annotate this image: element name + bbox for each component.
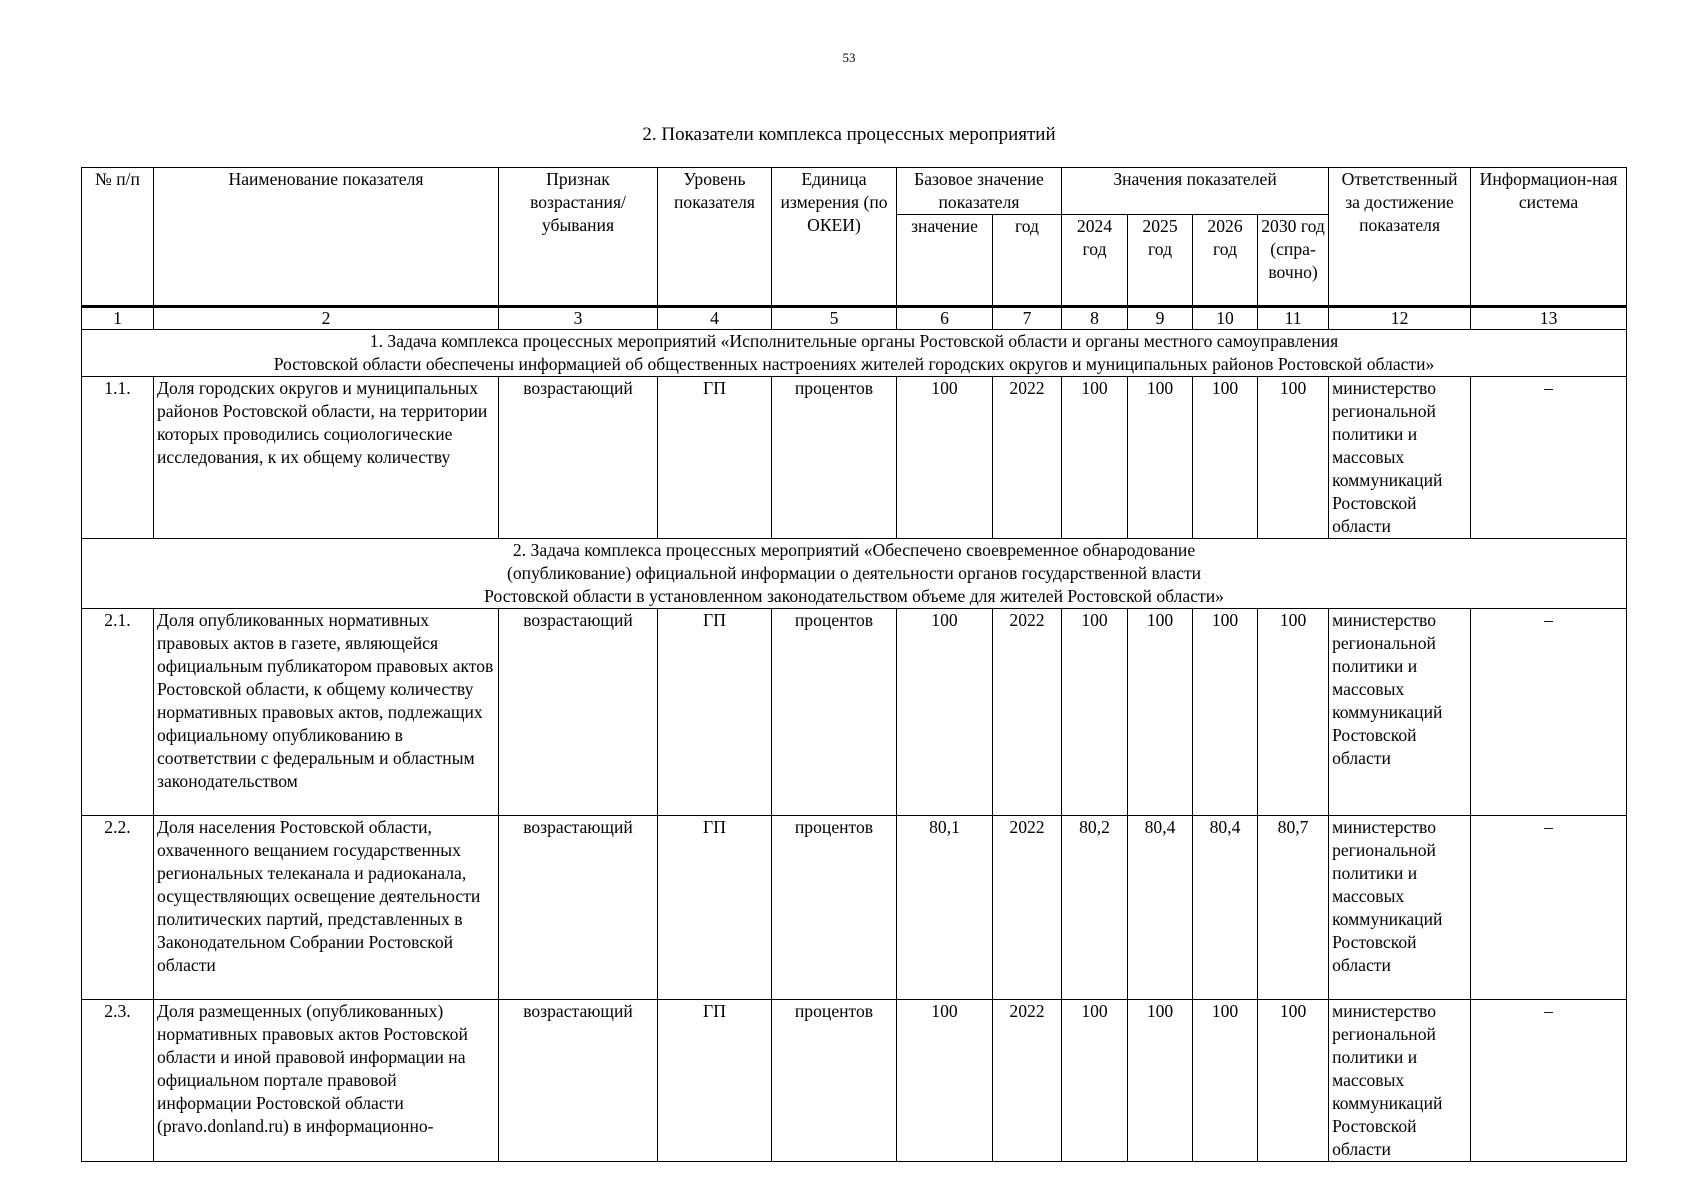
value-2024: 80,2 — [1062, 816, 1128, 1000]
indicator-sign: возрастающий — [499, 609, 658, 816]
base-value: 80,1 — [897, 816, 993, 1000]
colnum-11: 11 — [1258, 307, 1329, 330]
value-2024: 100 — [1062, 377, 1128, 539]
table-row — [82, 609, 1627, 816]
base-year: 2022 — [993, 1000, 1062, 1162]
info-system: – — [1471, 377, 1627, 539]
value-2025: 100 — [1128, 609, 1193, 816]
header-info: Информацион-ная система — [1471, 168, 1627, 307]
value-2025: 100 — [1128, 1000, 1193, 1162]
indicator-name: Доля опубликованных нормативных правовых актов в газете, являющейся официальным публикатором правовых актов Ростовской области, к общему количеству нормативных правовых актов, подлежащих официальному опубликованию в соответствии с федеральным и областным законодательством — [154, 609, 499, 816]
colnum-7: 7 — [993, 307, 1062, 330]
base-year: 2022 — [993, 377, 1062, 539]
value-2026: 80,4 — [1193, 816, 1258, 1000]
header-year-2024: 2024 год — [1062, 215, 1128, 307]
task-heading-line: 1. Задача комплекса процессных мероприятий «Исполнительные органы Ростовской области и органы местного самоуправления — [369, 331, 1339, 351]
indicator-level: ГП — [658, 609, 772, 816]
header-responsible: Ответственный за достижение показателя — [1329, 168, 1471, 307]
responsible: министерство региональной политики и массовых коммуникаций Ростовской области — [1329, 1000, 1471, 1162]
indicators-table — [81, 167, 1627, 1162]
indicator-unit: процентов — [772, 377, 897, 539]
task-heading-line: Ростовской области в установленном законодательством объеме для жителей Ростовской области» — [484, 586, 1224, 606]
header-year-2026: 2026 год — [1193, 215, 1258, 307]
colnum-13: 13 — [1471, 307, 1627, 330]
value-2024: 100 — [1062, 609, 1128, 816]
responsible: министерство региональной политики и массовых коммуникаций Ростовской области — [1329, 816, 1471, 1000]
header-level: Уровень показателя — [658, 168, 772, 307]
section-title: 2. Показатели комплекса процессных мероприятий — [642, 124, 1056, 145]
table-row — [82, 1000, 1627, 1162]
indicator-unit: процентов — [772, 609, 897, 816]
colnum-1: 1 — [82, 307, 154, 330]
indicator-name: Доля городских округов и муниципальных районов Ростовской области, на территории которых проводились социологические исследования, к их общему количеству — [154, 377, 499, 539]
colnum-10: 10 — [1193, 307, 1258, 330]
indicator-level: ГП — [658, 377, 772, 539]
value-2030: 100 — [1258, 609, 1329, 816]
colnum-2: 2 — [154, 307, 499, 330]
header-base-value: значение — [897, 215, 993, 307]
base-value: 100 — [897, 377, 993, 539]
colnum-6: 6 — [897, 307, 993, 330]
indicator-sign: возрастающий — [499, 377, 658, 539]
colnum-8: 8 — [1062, 307, 1128, 330]
info-system: – — [1471, 816, 1627, 1000]
header-values: Значения показателей — [1062, 168, 1329, 215]
indicator-unit: процентов — [772, 816, 897, 1000]
indicator-unit: процентов — [772, 1000, 897, 1162]
task-heading-line: Ростовской области обеспечены информацией об общественных настроениях жителей городских округов и муниципальных районов Ростовской области» — [273, 354, 1435, 374]
colnum-3: 3 — [499, 307, 658, 330]
value-2030: 100 — [1258, 377, 1329, 539]
row-num: 2.3. — [82, 1000, 154, 1162]
base-value: 100 — [897, 609, 993, 816]
indicator-sign: возрастающий — [499, 816, 658, 1000]
indicator-name: Доля населения Ростовской области, охваченного вещанием государственных региональных телеканала и радиоканала, осуществляющих освещение деятельности политических партий, представленных в Законодательном Собрании Ростовской области — [154, 816, 499, 1000]
task-heading — [82, 330, 1627, 377]
colnum-9: 9 — [1128, 307, 1193, 330]
value-2025: 80,4 — [1128, 816, 1193, 1000]
indicator-level: ГП — [658, 816, 772, 1000]
row-num: 2.2. — [82, 816, 154, 1000]
colnum-12: 12 — [1329, 307, 1471, 330]
header-base: Базовое значение показателя — [897, 168, 1062, 215]
row-num: 2.1. — [82, 609, 154, 816]
task-heading-line: 2. Задача комплекса процессных мероприятий «Обеспечено своевременное обнародование — [512, 540, 1196, 560]
indicator-name: Доля размещенных (опубликованных) нормативных правовых актов Ростовской области и иной правовой информации на официальном портале правовой информации Ростовской области (pravo.donland.ru) в информационно- — [154, 1000, 499, 1162]
header-base-year: год — [993, 215, 1062, 307]
indicator-sign: возрастающий — [499, 1000, 658, 1162]
value-2030: 80,7 — [1258, 816, 1329, 1000]
page-number: 53 — [842, 50, 856, 65]
table-row — [82, 377, 1627, 539]
header-name: Наименование показателя — [154, 168, 499, 307]
base-year: 2022 — [993, 816, 1062, 1000]
indicator-level: ГП — [658, 1000, 772, 1162]
value-2026: 100 — [1193, 1000, 1258, 1162]
value-2024: 100 — [1062, 1000, 1128, 1162]
task-heading — [82, 539, 1627, 609]
value-2025: 100 — [1128, 377, 1193, 539]
info-system: – — [1471, 609, 1627, 816]
task-heading-line: (опубликование) официальной информации о деятельности органов государственной власти — [507, 563, 1202, 583]
row-num: 1.1. — [82, 377, 154, 539]
colnum-5: 5 — [772, 307, 897, 330]
header-num: № п/п — [82, 168, 154, 307]
header-unit: Единица измерения (по ОКЕИ) — [772, 168, 897, 307]
header-sign: Признак возрастания/ убывания — [499, 168, 658, 307]
value-2026: 100 — [1193, 377, 1258, 539]
responsible: министерство региональной политики и массовых коммуникаций Ростовской области — [1329, 609, 1471, 816]
header-year-2030: 2030 год (спра-вочно) — [1258, 215, 1329, 307]
header-year-2025: 2025 год — [1128, 215, 1193, 307]
info-system: – — [1471, 1000, 1627, 1162]
value-2030: 100 — [1258, 1000, 1329, 1162]
responsible: министерство региональной политики и массовых коммуникаций Ростовской области — [1329, 377, 1471, 539]
colnum-4: 4 — [658, 307, 772, 330]
value-2026: 100 — [1193, 609, 1258, 816]
table-row — [82, 816, 1627, 1000]
base-year: 2022 — [993, 609, 1062, 816]
base-value: 100 — [897, 1000, 993, 1162]
